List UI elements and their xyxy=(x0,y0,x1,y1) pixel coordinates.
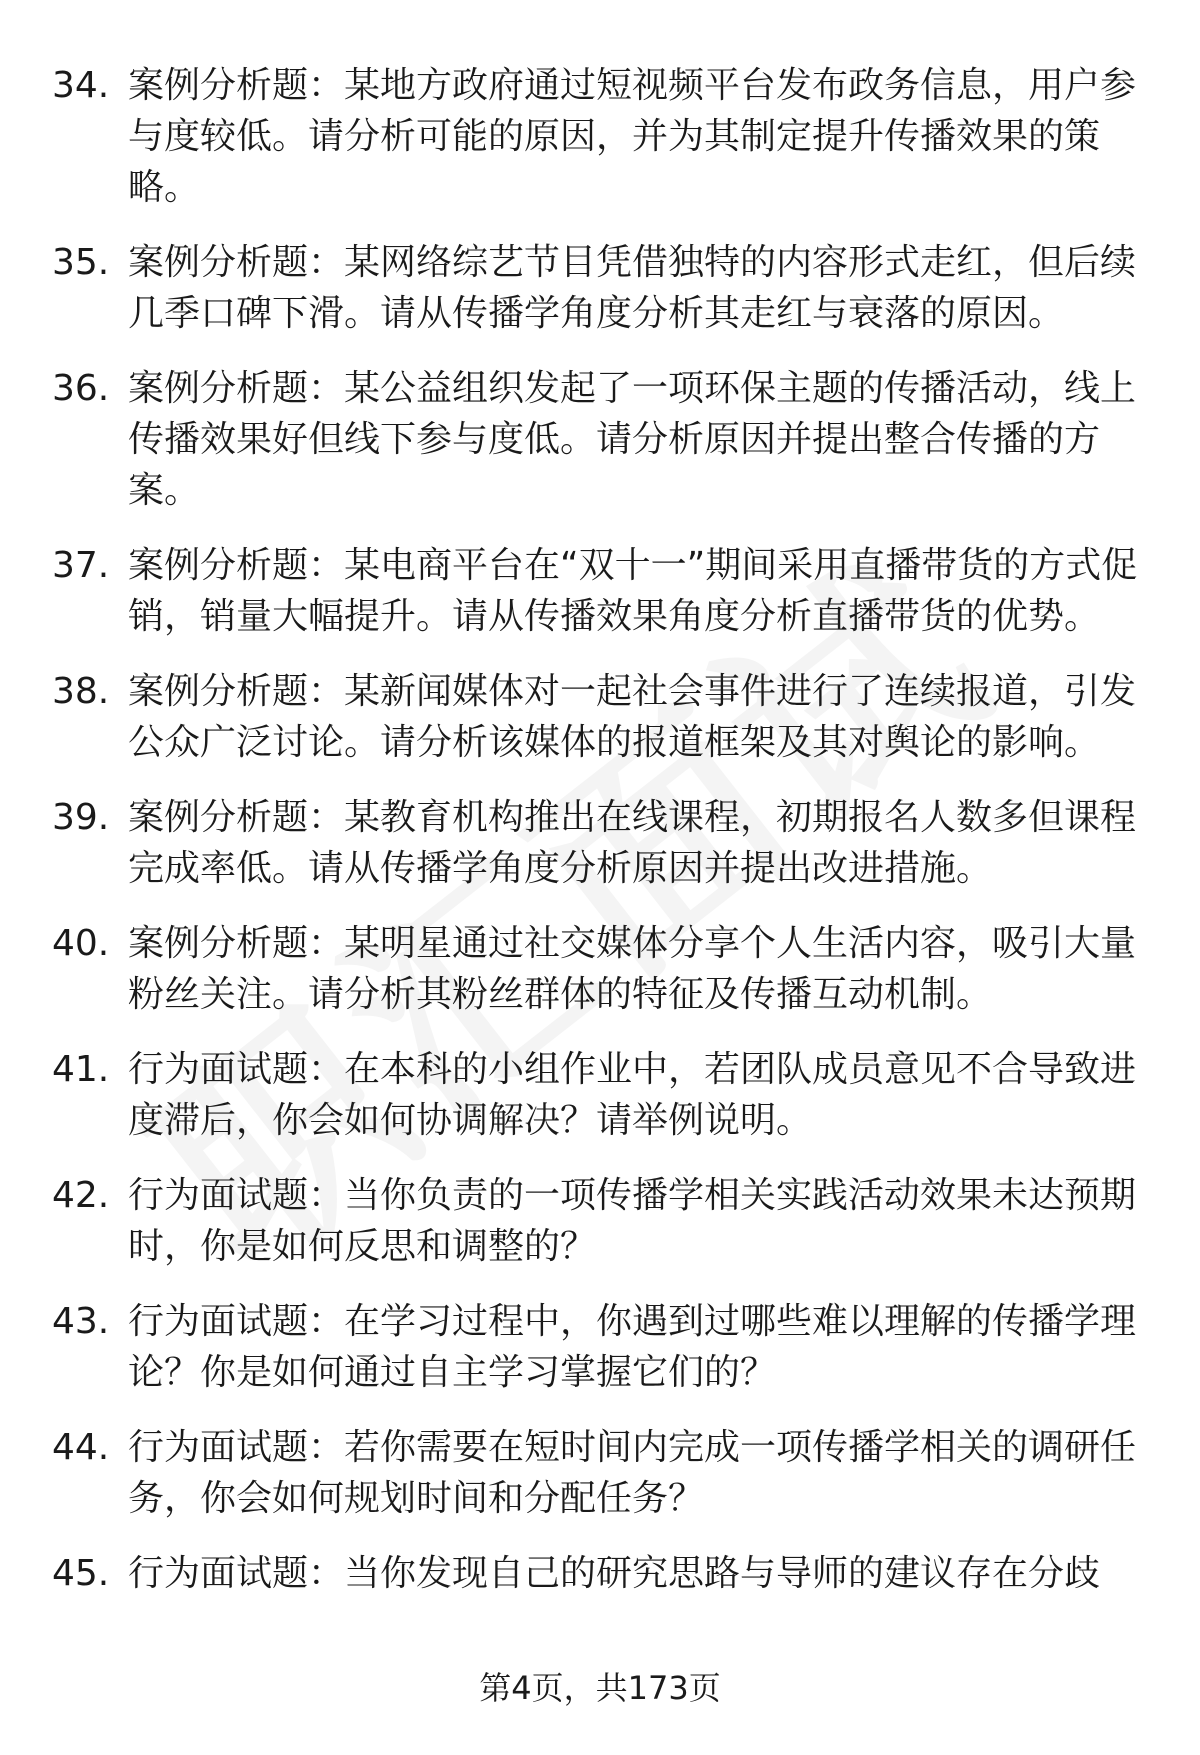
question-item xyxy=(0,666,1200,768)
question-item xyxy=(0,540,1200,642)
question-text: 案例分析题：某公益组织发起了一项环保主题的传播活动，线上传播效果好但线下参与度低。请分析原因并提出整合传播的方案。 xyxy=(128,368,1137,511)
question-item xyxy=(0,918,1200,1020)
question-text: 案例分析题：某地方政府通过短视频平台发布政务信息，用户参与度较低。请分析可能的原因，并为其制定提升传播效果的策略。 xyxy=(128,65,1137,208)
question-number: 42. xyxy=(52,1175,110,1216)
question-number: 38. xyxy=(52,671,110,712)
question-text: 行为面试题：在本科的小组作业中，若团队成员意见不合导致进度滞后，你会如何协调解决？请举例说明。 xyxy=(128,1049,1137,1141)
question-text: 行为面试题：当你负责的一项传播学相关实践活动效果未达预期时，你是如何反思和调整的？ xyxy=(128,1175,1137,1267)
question-item xyxy=(0,1044,1200,1146)
question-item xyxy=(0,60,1200,213)
question-number: 35. xyxy=(52,242,110,283)
question-text: 案例分析题：某明星通过社交媒体分享个人生活内容，吸引大量粉丝关注。请分析其粉丝群体的特征及传播互动机制。 xyxy=(128,923,1137,1015)
question-number: 45. xyxy=(52,1553,110,1594)
question-item xyxy=(0,237,1200,339)
question-item xyxy=(0,1548,1200,1599)
question-number: 43. xyxy=(52,1301,110,1342)
question-text: 案例分析题：某新闻媒体对一起社会事件进行了连续报道，引发公众广泛讨论。请分析该媒体的报道框架及其对舆论的影响。 xyxy=(128,671,1137,763)
question-number: 37. xyxy=(52,545,110,586)
question-number: 41. xyxy=(52,1049,110,1090)
question-text: 案例分析题：某电商平台在“双十一”期间采用直播带货的方式促销，销量大幅提升。请从传播效果角度分析直播带货的优势。 xyxy=(128,545,1138,637)
question-item xyxy=(0,1422,1200,1524)
question-number: 36. xyxy=(52,368,110,409)
question-item xyxy=(0,792,1200,894)
question-text: 案例分析题：某网络综艺节目凭借独特的内容形式走红，但后续几季口碑下滑。请从传播学角度分析其走红与衰落的原因。 xyxy=(128,242,1137,334)
question-text: 行为面试题：当你发现自己的研究思路与导师的建议存在分歧 xyxy=(128,1553,1101,1594)
question-number: 34. xyxy=(52,65,110,106)
question-text: 行为面试题：若你需要在短时间内完成一项传播学相关的调研任务，你会如何规划时间和分配任务？ xyxy=(128,1427,1137,1519)
question-number: 39. xyxy=(52,797,110,838)
question-list xyxy=(0,60,1200,1623)
page-indicator: 第4页，共173页 xyxy=(479,1669,721,1707)
question-text: 案例分析题：某教育机构推出在线课程，初期报名人数多但课程完成率低。请从传播学角度分析原因并提出改进措施。 xyxy=(128,797,1137,889)
question-item xyxy=(0,1296,1200,1398)
question-number: 40. xyxy=(52,923,110,964)
question-item xyxy=(0,1170,1200,1272)
question-item xyxy=(0,363,1200,516)
question-text: 行为面试题：在学习过程中，你遇到过哪些难以理解的传播学理论？你是如何通过自主学习掌握它们的？ xyxy=(128,1301,1137,1393)
question-number: 44. xyxy=(52,1427,110,1468)
